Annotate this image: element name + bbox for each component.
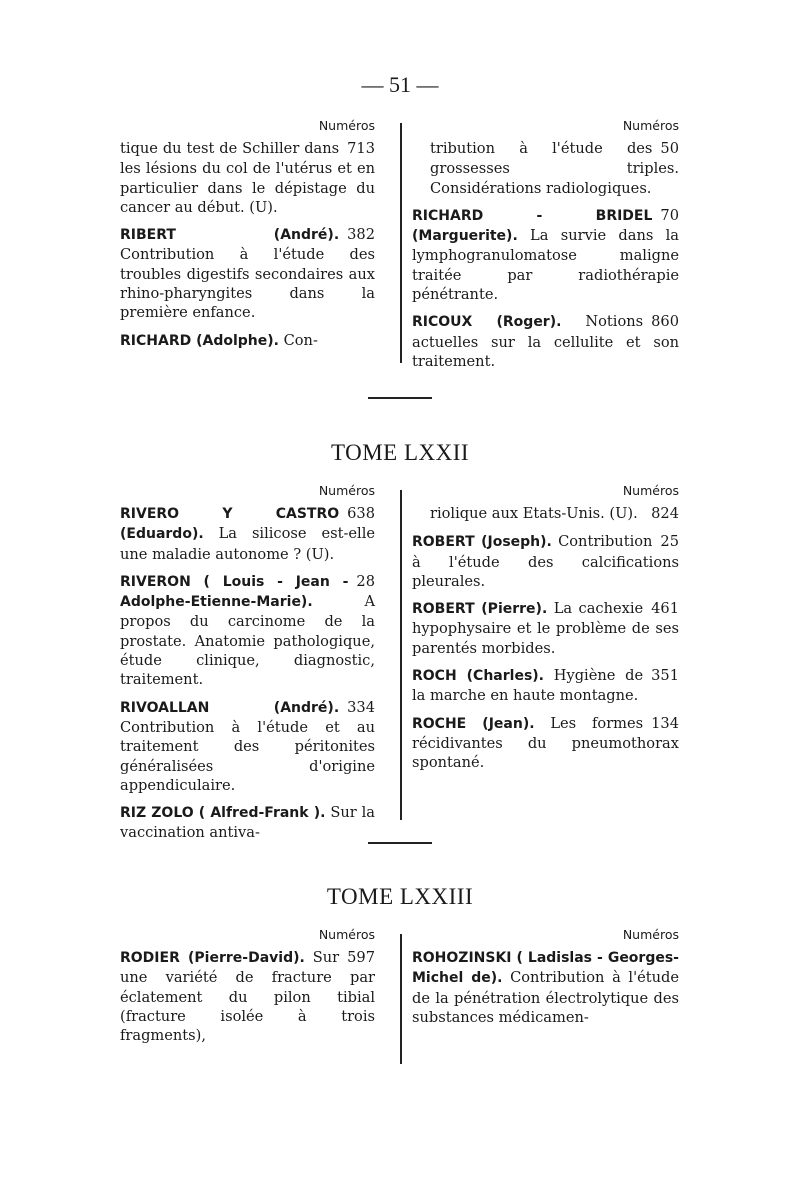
entry-number: 25 [660, 533, 679, 551]
entry-number: 28 [356, 572, 375, 590]
entry-number: 638 [347, 505, 375, 522]
index-entry [120, 139, 375, 217]
entry-author: RIVERON ( Louis - Jean - Adolphe-Etienne-Marie). [120, 573, 349, 611]
entry-number: 860 [651, 313, 679, 331]
entry-number: 351 [651, 667, 679, 685]
entry-author: ROCHE (Jean). [412, 715, 535, 732]
entry-author: RICHARD (Adolphe). [120, 332, 279, 349]
entry-number: 713 [347, 140, 375, 157]
entry-title: La survie dans la lymphogranulomatose maligne traitée par radiothérapie pénétrante. [412, 227, 679, 304]
column-divider [400, 934, 402, 1064]
index-entry [412, 666, 679, 706]
numeros-header: Numéros [622, 927, 679, 942]
index-entry [412, 599, 679, 658]
column-divider [400, 490, 402, 820]
section-rule [368, 842, 432, 844]
entry-author: ROBERT (Pierre). [412, 601, 548, 618]
numeros-header: Numéros [318, 927, 375, 942]
index-entry [412, 504, 679, 524]
entry-title: Contribution à l'étude de la pénétration électrolytique des substances médicamen- [412, 969, 679, 1026]
entry-number: 382 [347, 226, 375, 244]
entry-title: tique du test de Schiller dans les lésions du col de l'utérus et en particulier dans le dépistage du cancer au début. (U). [120, 140, 375, 216]
entry-title: Contribution à l'étude et au traitement des péritonites généralisées d'origine appendiculaire. [120, 718, 375, 794]
entry-number: 824 [651, 505, 679, 522]
entry-title: Les formes récidivantes du pneumothorax spontané. [412, 714, 679, 772]
column-divider [400, 123, 402, 363]
section1-left-column [120, 118, 375, 359]
entry-number: 597 [347, 949, 375, 966]
entry-title: Sur la vaccination antiva- [120, 804, 375, 842]
entry-number: 70 [660, 206, 679, 224]
entry-title: riolique aux Etats-Unis. (U). [430, 505, 638, 522]
entry-title: tribution à l'étude des grossesses triples. Considérations radiologiques. [430, 140, 679, 197]
entry-title: Notions actuelles sur la cellulite et son traitement. [412, 313, 679, 370]
entry-title: Sur une variété de fracture par éclatement du pilon tibial (fracture isolée à trois fragments), [120, 949, 375, 1045]
entry-author: RIBERT (André). [120, 227, 340, 244]
section2-left-column [120, 483, 375, 851]
entry-title: A propos du carcinome de la prostate. Anatomie pathologique, étude clinique, diagnostic, traitement. [120, 593, 375, 689]
numeros-header: Numéros [622, 483, 679, 498]
index-entry [412, 714, 679, 773]
index-entry [120, 803, 375, 843]
index-entry [120, 572, 375, 690]
tome-title: TOME LXXII [330, 440, 470, 465]
index-entry [120, 698, 375, 795]
numeros-header: Numéros [622, 118, 679, 133]
entry-title: Hygiène de la marche en haute montagne. [412, 667, 644, 705]
entry-author: ROBERT (Joseph). [412, 534, 552, 551]
entry-title: Contribution à l'étude des troubles digestifs secondaires aux rhino-pharyngites dans la première enfance. [120, 246, 375, 322]
index-entry [120, 504, 375, 564]
section1-right-column [412, 118, 679, 379]
entry-author: RODIER (Pierre-David). [120, 950, 305, 966]
entry-number: 134 [651, 714, 679, 732]
entry-author: RIVOALLAN (André). [120, 699, 340, 716]
entry-author: RICOUX (Roger). [412, 314, 562, 331]
entry-title: Con- [278, 331, 318, 349]
index-entry [120, 331, 375, 351]
section2-right-column [412, 483, 679, 781]
section3-left-column [120, 927, 375, 1053]
index-entry [412, 206, 679, 304]
page-number: — 51 — [361, 72, 439, 97]
section-rule [368, 397, 432, 399]
entry-title: Contribution à l'étude des calcifications pleurales. [412, 533, 679, 590]
index-entry [412, 139, 679, 198]
entry-author: ROHOZINSKI ( Ladislas - Georges-Michel de). [412, 950, 679, 987]
numeros-header: Numéros [318, 118, 375, 133]
tome-title: TOME LXXIII [326, 884, 474, 909]
entry-author: RIZ ZOLO ( Alfred-Frank ). [120, 805, 326, 822]
entry-author: RIVERO Y CASTRO (Eduardo). [120, 506, 340, 543]
entry-number: 50 [660, 140, 679, 157]
entry-number: 461 [651, 600, 679, 618]
entry-number: 334 [347, 698, 375, 716]
entry-title: La silicose est-elle une maladie autonome ? (U). [120, 525, 375, 563]
entry-author: ROCH (Charles). [412, 668, 544, 685]
index-entry [412, 948, 679, 1027]
index-entry [412, 312, 679, 371]
section3-right-column [412, 927, 679, 1035]
numeros-header: Numéros [318, 483, 375, 498]
index-entry [412, 532, 679, 591]
entry-author: RICHARD - BRIDEL (Marguerite). [412, 207, 653, 245]
entry-title: La cachexie hypophysaire et le problème de ses parentés morbides. [412, 600, 679, 657]
index-entry [120, 225, 375, 322]
index-entry [120, 948, 375, 1045]
